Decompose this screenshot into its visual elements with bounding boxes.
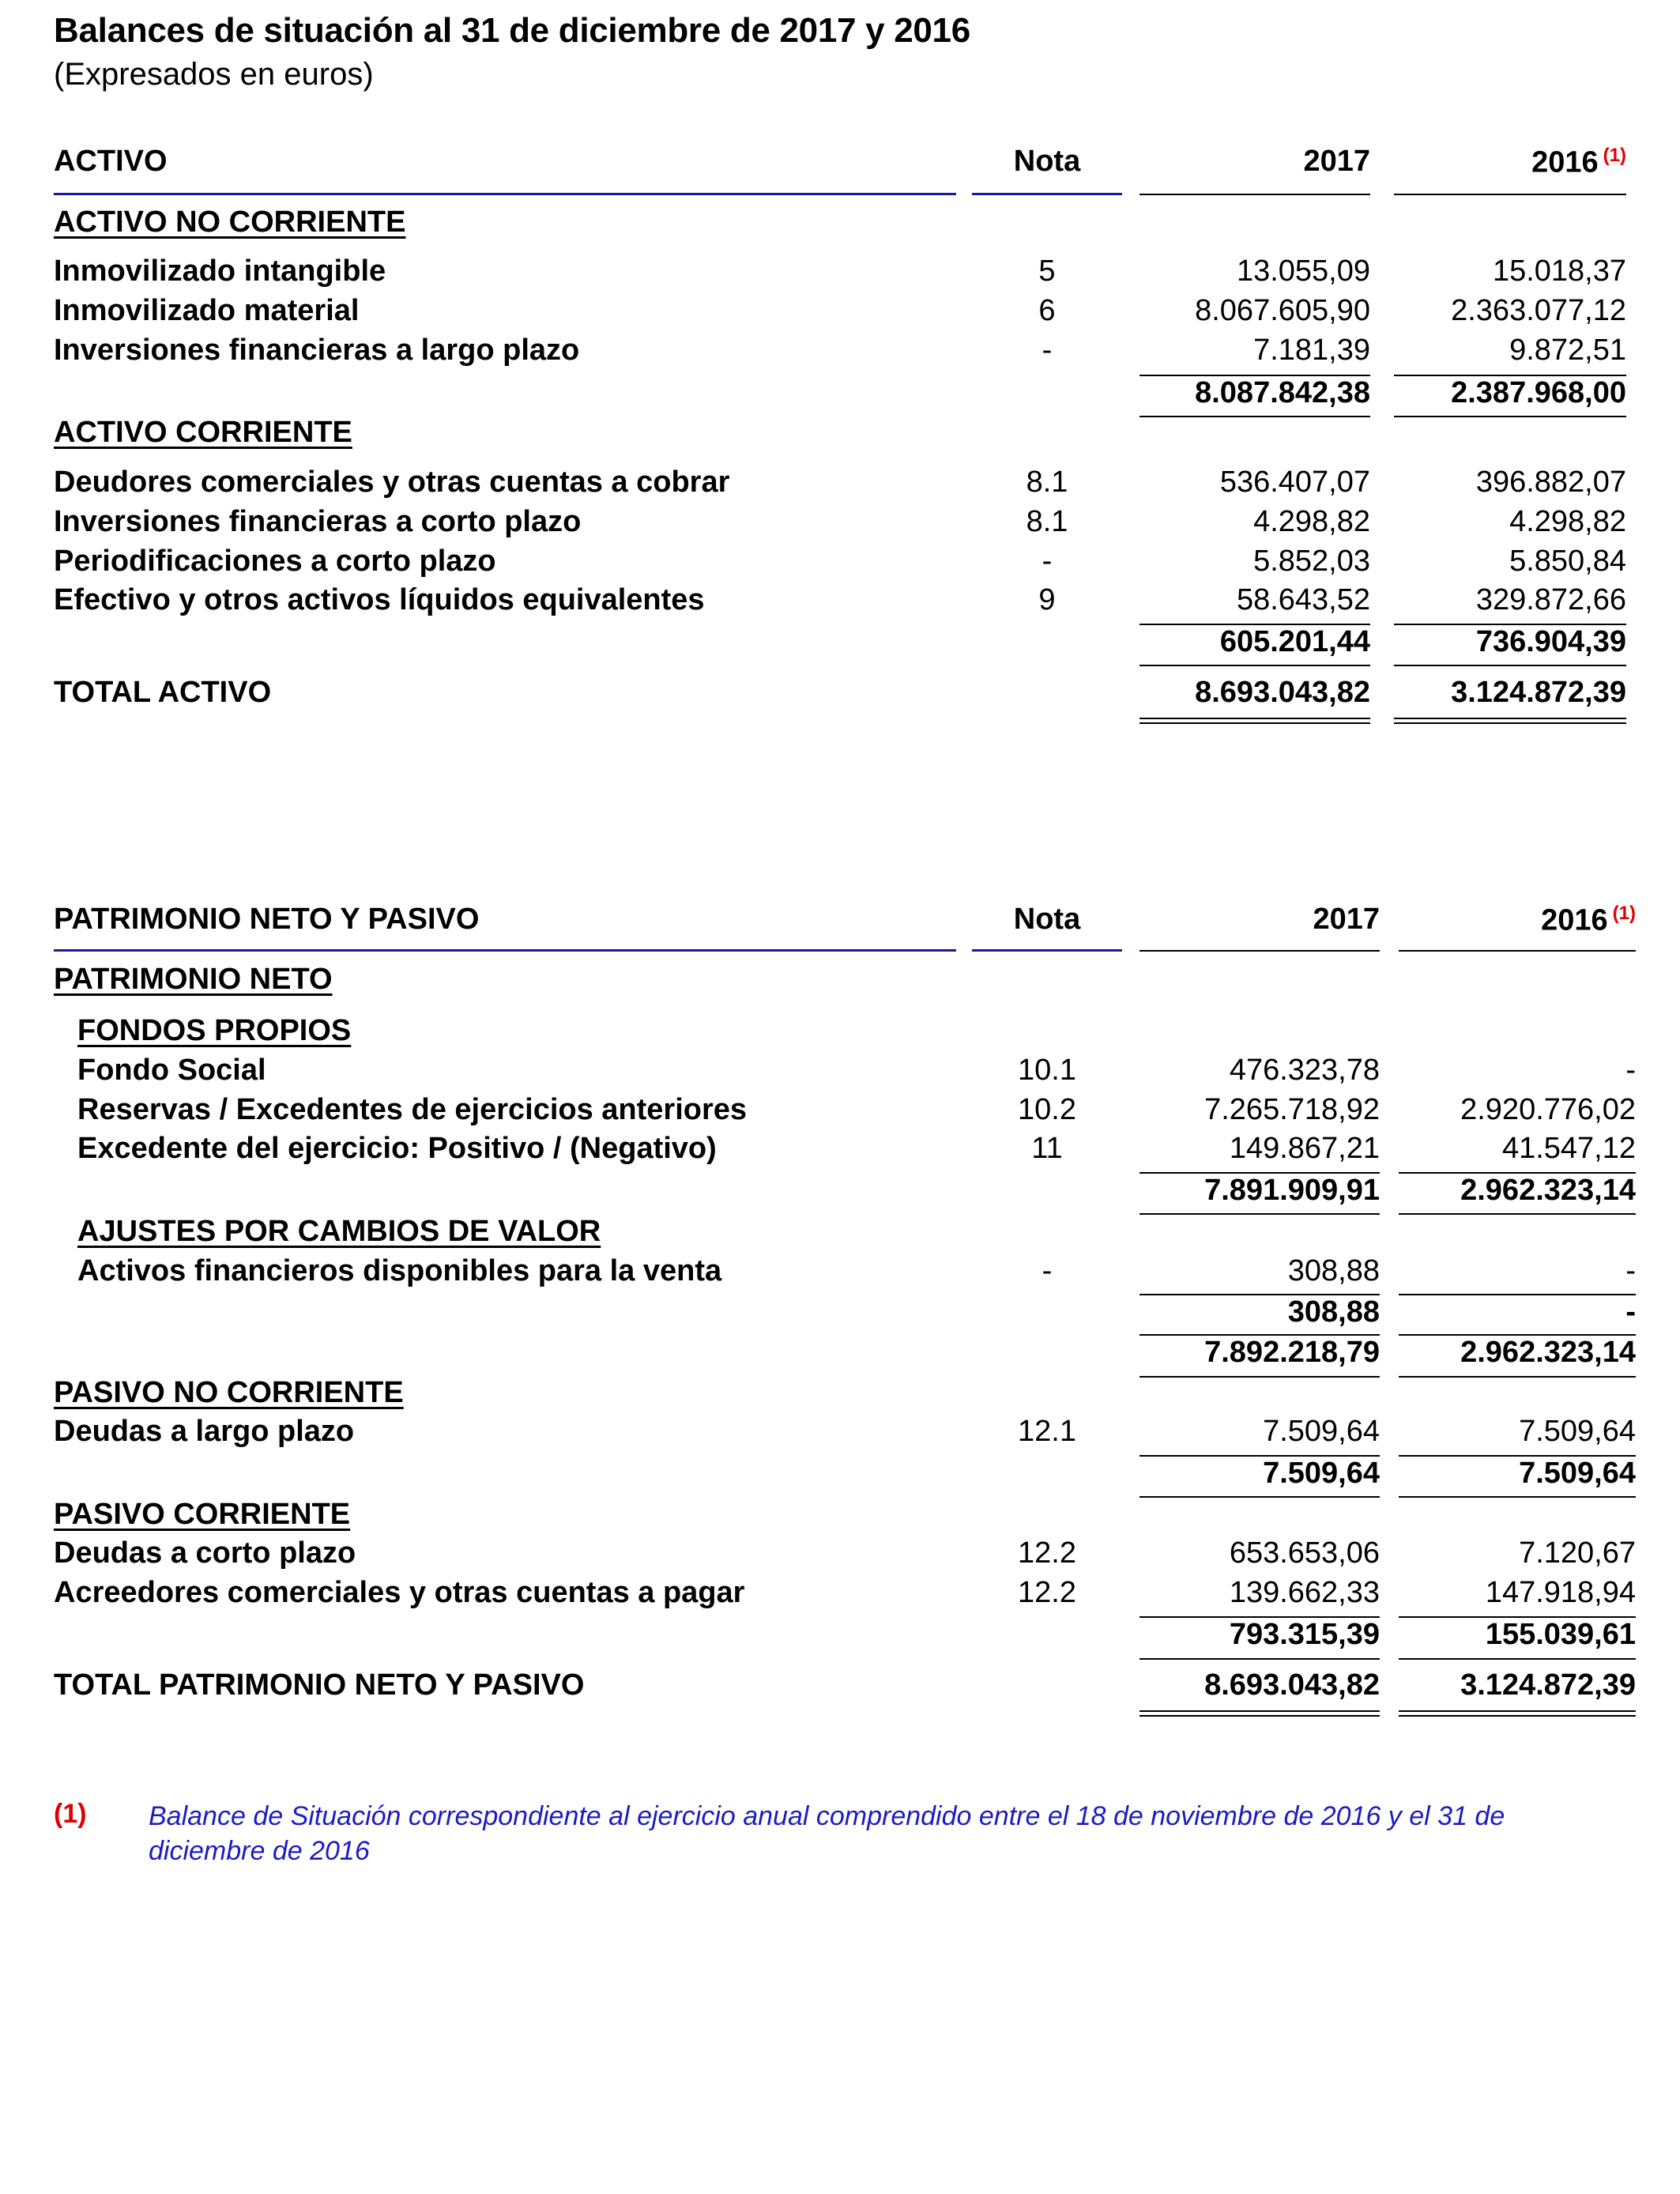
row-nota: 10.1 [1018,1054,1076,1087]
total-activo-label: TOTAL ACTIVO [54,676,272,709]
subtotal-2016: 736.904,39 [1475,625,1626,658]
subtotal-2016: 2.962.323,14 [1460,1174,1636,1207]
row-nota: 10.2 [1018,1093,1076,1126]
row-nota: 6 [1038,294,1056,327]
row-label: Fondo Social [77,1054,266,1087]
pasivo-header-label: PATRIMONIO NETO Y PASIVO [54,903,480,936]
row-label: Inmovilizado intangible [54,254,386,288]
section-pasivo-corriente: PASIVO CORRIENTE [54,1498,351,1531]
row-value-2017: 476.323,78 [1229,1054,1380,1087]
row-value-2017: 7.265.718,92 [1204,1093,1380,1126]
subtotal-rule [1139,1658,1380,1660]
row-value-2016: 9.872,51 [1509,334,1626,367]
header-underline [1139,950,1380,952]
row-nota: 8.1 [1026,505,1068,538]
section-patrimonio-neto: PATRIMONIO NETO [54,963,333,996]
activo-header-nota: Nota [1013,145,1081,178]
row-label: Activos financieros disponibles para la venta [77,1254,722,1287]
section-fondos-propios: FONDOS PROPIOS [77,1014,352,1047]
row-nota: - [1042,1254,1053,1287]
row-nota: - [1042,545,1053,578]
row-value-2017: 7.181,39 [1253,334,1370,367]
row-value-2016: 7.120,67 [1519,1536,1636,1570]
subtotal-2016: 7.509,64 [1519,1457,1636,1490]
row-label: Deudas a largo plazo [54,1415,355,1448]
subtotal-rule [1399,1376,1636,1378]
row-value-2017: 4.298,82 [1253,505,1370,538]
row-value-2016: - [1625,1254,1636,1287]
footnote-text: Balance de Situación correspondiente al ejercicio anual comprendido entre el 18 de noviembre de 2016 y el 31 de diciembre de 2016 [149,1801,1505,1866]
row-nota: - [1042,334,1053,367]
header-underline [972,949,1122,952]
row-label: Efectivo y otros activos líquidos equivalentes [54,583,705,616]
row-value-2016: 329.872,66 [1475,583,1626,616]
row-value-2016: 396.882,07 [1475,466,1626,499]
row-nota: 12.2 [1018,1536,1076,1570]
subtotal-rule [1139,665,1370,666]
row-label: Inversiones financieras a corto plazo [54,505,582,538]
row-value-2017: 58.643,52 [1236,583,1370,616]
row-value-2017: 139.662,33 [1229,1576,1380,1609]
page-subtitle: (Expresados en euros) [54,57,374,92]
row-nota: 12.1 [1018,1415,1076,1448]
section-activo-no-corriente: ACTIVO NO CORRIENTE [54,205,406,239]
row-label: Deudores comerciales y otras cuentas a cobrar [54,466,730,499]
row-value-2017: 653.653,06 [1229,1536,1380,1570]
footnote-ref-mark: (1) [1603,145,1626,166]
subtotal-rule [1394,416,1626,417]
section-ajustes: AJUSTES POR CAMBIOS DE VALOR [77,1215,601,1248]
total-double-rule [1399,1710,1636,1717]
row-value-2016: 4.298,82 [1509,505,1626,538]
patrimonio-neto-total-2017: 7.892.218,79 [1204,1336,1380,1369]
row-label: Deudas a corto plazo [54,1536,356,1570]
row-value-2017: 536.407,07 [1219,466,1370,499]
subtotal-2017: 308,88 [1287,1295,1380,1329]
row-value-2017: 8.067.605,90 [1195,294,1370,327]
row-value-2016: 7.509,64 [1519,1415,1636,1448]
total-double-rule [1139,718,1370,724]
row-value-2017: 308,88 [1287,1254,1380,1287]
total-pasivo-2017: 8.693.043,82 [1204,1668,1380,1702]
subtotal-rule [1139,1213,1380,1215]
patrimonio-neto-total-2016: 2.962.323,14 [1460,1336,1636,1369]
subtotal-rule [1399,1496,1636,1498]
row-value-2017: 5.852,03 [1253,545,1370,578]
subtotal-rule [1139,416,1370,417]
total-pasivo-2016: 3.124.872,39 [1460,1668,1636,1702]
row-label: Reservas / Excedentes de ejercicios anteriores [77,1093,748,1126]
row-value-2017: 7.509,64 [1263,1415,1380,1448]
footnote-ref-mark: (1) [1612,903,1636,924]
activo-header-2016: 2016 $^{(1)}$ [1531,145,1626,179]
row-nota: 11 [1031,1132,1063,1165]
row-value-2016: 147.918,94 [1485,1576,1636,1609]
subtotal-rule [1399,1658,1636,1660]
row-value-2016: 5.850,84 [1509,545,1626,578]
header-underline [972,193,1122,195]
activo-header-label: ACTIVO [54,145,168,178]
row-value-2016: - [1625,1054,1636,1087]
pasivo-header-2016: 2016 $^{(1)}$ [1541,903,1636,937]
section-activo-corriente: ACTIVO CORRIENTE [54,416,352,449]
row-label: Inmovilizado material [54,294,360,327]
header-underline [1139,194,1370,195]
subtotal-rule [1394,665,1626,666]
row-label: Inversiones financieras a largo plazo [54,334,580,367]
pasivo-header-2017: 2017 [1313,903,1380,936]
row-value-2016: 2.363.077,12 [1451,294,1626,327]
subtotal-2017: 605.201,44 [1219,625,1370,658]
subtotal-rule [1399,1294,1636,1295]
footnote-mark: (1) [54,1799,87,1829]
total-double-rule [1394,718,1626,724]
subtotal-rule [1139,1496,1380,1498]
total-pasivo-label: TOTAL PATRIMONIO NETO Y PASIVO [54,1668,585,1702]
subtotal-2017: 8.087.842,38 [1195,376,1370,409]
subtotal-2016: 155.039,61 [1485,1618,1636,1651]
row-nota: 5 [1038,254,1056,288]
subtotal-2016: - [1625,1295,1636,1329]
subtotal-rule [1139,1376,1380,1378]
row-nota: 9 [1038,583,1056,616]
header-underline [1399,950,1636,952]
subtotal-2016: 2.387.968,00 [1451,376,1626,409]
subtotal-2017: 7.509,64 [1263,1457,1380,1490]
header-underline [54,193,956,195]
total-activo-2017: 8.693.043,82 [1195,676,1370,709]
row-label: Excedente del ejercicio: Positivo / (Negativo) [77,1132,717,1165]
row-value-2016: 15.018,37 [1492,254,1626,288]
header-underline [1394,194,1626,195]
row-nota: 12.2 [1018,1576,1076,1609]
section-pasivo-no-corriente: PASIVO NO CORRIENTE [54,1376,404,1409]
row-value-2016: 2.920.776,02 [1460,1093,1636,1126]
pasivo-header-nota: Nota [1013,903,1081,936]
row-value-2017: 149.867,21 [1229,1132,1380,1165]
row-nota: 8.1 [1026,466,1068,499]
header-underline [54,949,956,952]
row-value-2017: 13.055,09 [1236,254,1370,288]
row-label: Acreedores comerciales y otras cuentas a pagar [54,1576,745,1609]
subtotal-rule [1399,1213,1636,1215]
subtotal-2017: 793.315,39 [1229,1618,1380,1651]
subtotal-2017: 7.891.909,91 [1204,1174,1380,1207]
total-activo-2016: 3.124.872,39 [1451,676,1626,709]
total-double-rule [1139,1710,1380,1717]
row-label: Periodificaciones a corto plazo [54,545,496,578]
activo-header-2017: 2017 [1303,145,1370,178]
page-title: Balances de situación al 31 de diciembre de 2017 y 2016 [54,11,970,50]
row-value-2016: 41.547,12 [1501,1132,1636,1165]
